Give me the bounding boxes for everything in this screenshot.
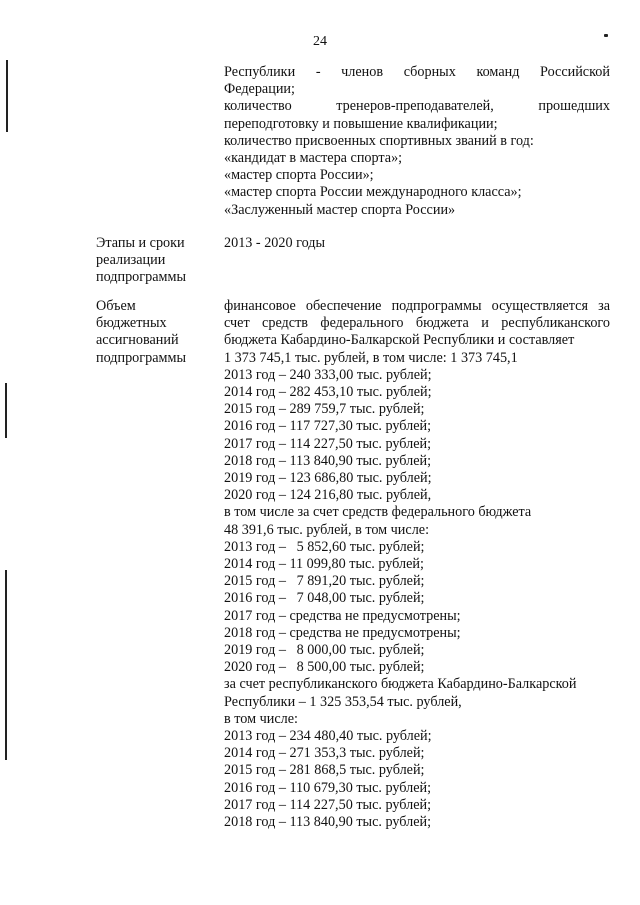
- label-line: подпрограммы: [96, 349, 186, 366]
- text-line: «кандидат в мастера спорта»;: [224, 150, 403, 167]
- budget-value: [224, 298, 610, 831]
- text-line: бюджета Кабардино-Балкарской Республики и составляет: [224, 332, 575, 349]
- label-line: подпрограммы: [96, 269, 186, 286]
- text-line: за счет республиканского бюджета Кабардино-Балкарской: [224, 676, 577, 693]
- text-line: [224, 64, 610, 81]
- word: сборных: [403, 64, 456, 80]
- text-line: 2013 год – 5 852,60 тыс. рублей;: [224, 538, 425, 555]
- text-line: 2020 год – 124 216,80 тыс. рублей,: [224, 487, 432, 504]
- text-line: 2014 год – 11 099,80 тыс. рублей;: [224, 556, 424, 573]
- text-line: 2014 год – 282 453,10 тыс. рублей;: [224, 384, 432, 401]
- word: членов: [341, 64, 384, 80]
- text-line: 2019 год – 8 000,00 тыс. рублей;: [224, 642, 425, 659]
- text-line: 2017 год – 114 227,50 тыс. рублей;: [224, 435, 432, 452]
- text-line: 48 391,6 тыс. рублей, в том числе:: [224, 521, 430, 538]
- text-line: 2014 год – 271 353,3 тыс. рублей;: [224, 745, 425, 762]
- text-line: в том числе:: [224, 710, 298, 727]
- text-line: 2015 год – 281 868,5 тыс. рублей;: [224, 762, 425, 779]
- text-line: «мастер спорта России»;: [224, 167, 374, 184]
- scan-artifact-line: [6, 60, 8, 132]
- text-line: 2013 - 2020 годы: [224, 235, 326, 251]
- scan-artifact-line: [5, 383, 7, 438]
- text-line: 2018 год – 113 840,90 тыс. рублей;: [224, 814, 432, 831]
- text-line: количество присвоенных спортивных званий в год:: [224, 132, 534, 149]
- text-line: 2016 год – 110 679,30 тыс. рублей;: [224, 779, 432, 796]
- word: Республики: [224, 64, 296, 80]
- text-line: 2017 год – 114 227,50 тыс. рублей;: [224, 796, 432, 813]
- label-line: бюджетных: [96, 315, 167, 332]
- text-line: 2013 год – 234 480,40 тыс. рублей;: [224, 728, 432, 745]
- stages-value: [224, 235, 610, 252]
- text-line: 2016 год – 7 048,00 тыс. рублей;: [224, 590, 425, 607]
- text-line: «Заслуженный мастер спорта России»: [224, 201, 456, 218]
- text-line: 2015 год – 289 759,7 тыс. рублей;: [224, 401, 425, 418]
- indicators-continuation: [224, 64, 610, 219]
- text-line: финансовое обеспечение подпрограммы осуществляется за: [224, 298, 610, 314]
- text-line: количество тренеров-преподавателей, прошедших: [224, 98, 610, 115]
- word: -: [315, 64, 321, 80]
- label-line: ассигнований: [96, 332, 179, 349]
- text-line: Республики – 1 325 353,54 тыс. рублей,: [224, 693, 462, 710]
- text-line: счет средств федерального бюджета и республиканского: [224, 315, 610, 332]
- word: команд: [476, 64, 520, 80]
- scan-artifact-dot: [604, 34, 608, 37]
- text-line: 2016 год – 117 727,30 тыс. рублей;: [224, 418, 432, 435]
- text-line: 2018 год – средства не предусмотрены;: [224, 624, 461, 641]
- label-line: реализации: [96, 252, 166, 269]
- text-line: 2013 год – 240 333,00 тыс. рублей;: [224, 366, 432, 383]
- text-line: 2019 год – 123 686,80 тыс. рублей;: [224, 470, 432, 487]
- text-line: 2020 год – 8 500,00 тыс. рублей;: [224, 659, 425, 676]
- text-line: 2018 год – 113 840,90 тыс. рублей;: [224, 452, 432, 469]
- text-line: «мастер спорта России международного класса»;: [224, 184, 522, 201]
- stages-label: [96, 235, 216, 287]
- text-line: 1 373 745,1 тыс. рублей, в том числе: 1 373 745,1: [224, 349, 518, 366]
- text-line: Федерации;: [224, 81, 295, 98]
- word: Российской: [540, 64, 610, 80]
- scan-artifact-line: [5, 570, 7, 760]
- label-line: Объем: [96, 298, 136, 314]
- label-line: Этапы и сроки: [96, 235, 185, 251]
- budget-label: [96, 298, 216, 367]
- page-number: 24: [313, 34, 327, 49]
- text-line: 2017 год – средства не предусмотрены;: [224, 607, 461, 624]
- text-line: в том числе за счет средств федерального бюджета: [224, 504, 532, 521]
- text-line: переподготовку и повышение квалификации;: [224, 115, 498, 132]
- text-line: 2015 год – 7 891,20 тыс. рублей;: [224, 573, 425, 590]
